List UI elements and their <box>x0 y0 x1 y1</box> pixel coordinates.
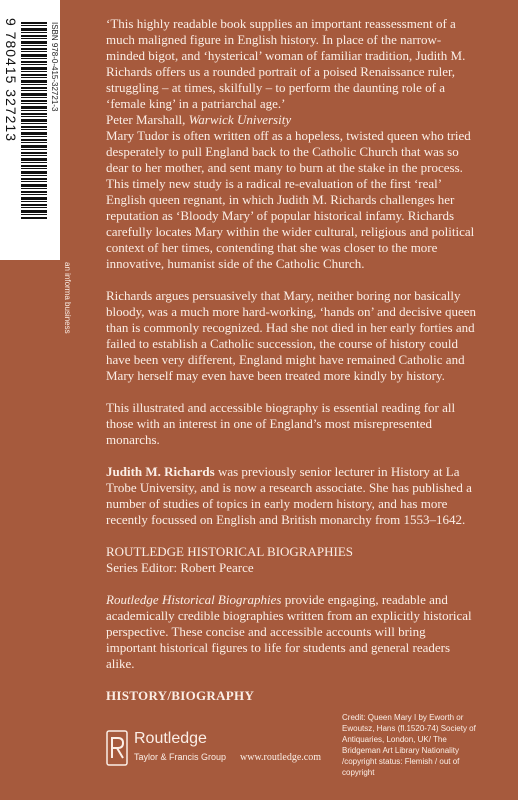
blurb-content <box>106 16 478 704</box>
series-description <box>106 592 478 672</box>
description-paragraph-2: Richards argues persuasively that Mary, neither boring nor basically bloody, was a much more hard-working, ‘hands on’ and decisive queen than is commonly recognized. Had she not died in her early forties and failed to establish a Catholic succession, the course of history could have been very different, England might have remained Catholic and Mary herself may even have been treated more kindly by history. <box>106 288 477 383</box>
series-editor: Series Editor: Robert Pearce <box>106 560 254 575</box>
barcode-digits: 9 780415 327213 <box>3 18 19 142</box>
description-paragraph-3: This illustrated and accessible biography is essential reading for all those with an interest in one of England’s most misrepresented monarchs. <box>106 400 456 447</box>
informa-tagline: an informa business <box>63 262 72 334</box>
routledge-r-logo-icon <box>106 730 128 768</box>
author-name: Judith M. Richards <box>106 464 215 479</box>
review-quote: ‘This highly readable book supplies an important reassessment of a much maligned figure in English history. In place of the narrow-minded bigot, and ‘hysterical’ woman of familiar tradition, Judith M. Richards offers us a rounded portrait of a poised Renaissance ruler, struggling – at times, skilfully – to perform the daunting role of a ‘female king’ in a patriarchal age.’ <box>106 16 466 111</box>
author-bio-text: was previously senior lecturer in History at La Trobe University, and is now a research associate. She has published a number of studies of topics in early modern history, and has more recently focussed on English and British monarchy from 1553–1642. <box>106 464 472 527</box>
barcode-label <box>0 0 60 260</box>
series-name: Routledge Historical Biographies <box>106 592 282 607</box>
reviewer-name: Peter Marshall, <box>106 112 186 127</box>
review-attribution <box>106 112 478 128</box>
author-bio <box>106 464 478 528</box>
subject-category: HISTORY/BIOGRAPHY <box>106 688 255 703</box>
publisher-name: Routledge <box>134 730 207 747</box>
publisher-website[interactable]: www.routledge.com <box>240 752 321 763</box>
series-title: ROUTLEDGE HISTORICAL BIOGRAPHIES <box>106 544 353 559</box>
image-credit: Credit: Queen Mary I by Eworth or Ewoutsz, Hans (fl.1520-74) Society of Antiquaries, London, UK/ The Bridgeman Art Library Nationality /copyright status: Flemish / out of copyright <box>342 713 476 777</box>
description-paragraph-1: Mary Tudor is often written off as a hopeless, twisted queen who tried desperately to pull England back to the Catholic Church that was so dear to her mother, and sent many to burn at the stake in the process. This timely new study is a radical re-evaluation of the first ‘real’ English queen regnant, in which Judith M. Richards challenges her reputation as ‘Bloody Mary’ of popular historical infamy. Richards carefully locates Mary within the wider cultural, religious and political context of her times, contending that she was closer to the more innovative, humanist side of the Catholic Church. <box>106 128 475 271</box>
reviewer-affiliation: Warwick University <box>188 112 292 127</box>
publisher-logo <box>106 730 256 770</box>
isbn-text: ISBN 978-0-415-32721-3 <box>50 22 59 112</box>
publisher-group: Taylor & Francis Group <box>134 752 227 762</box>
series-description-text: provide engaging, readable and academically credible biographies written from an explicitly historical perspective. These concise and accessible accounts will bring important historical figures to life for students and general readers alike. <box>106 592 472 671</box>
barcode-icon <box>21 22 47 220</box>
